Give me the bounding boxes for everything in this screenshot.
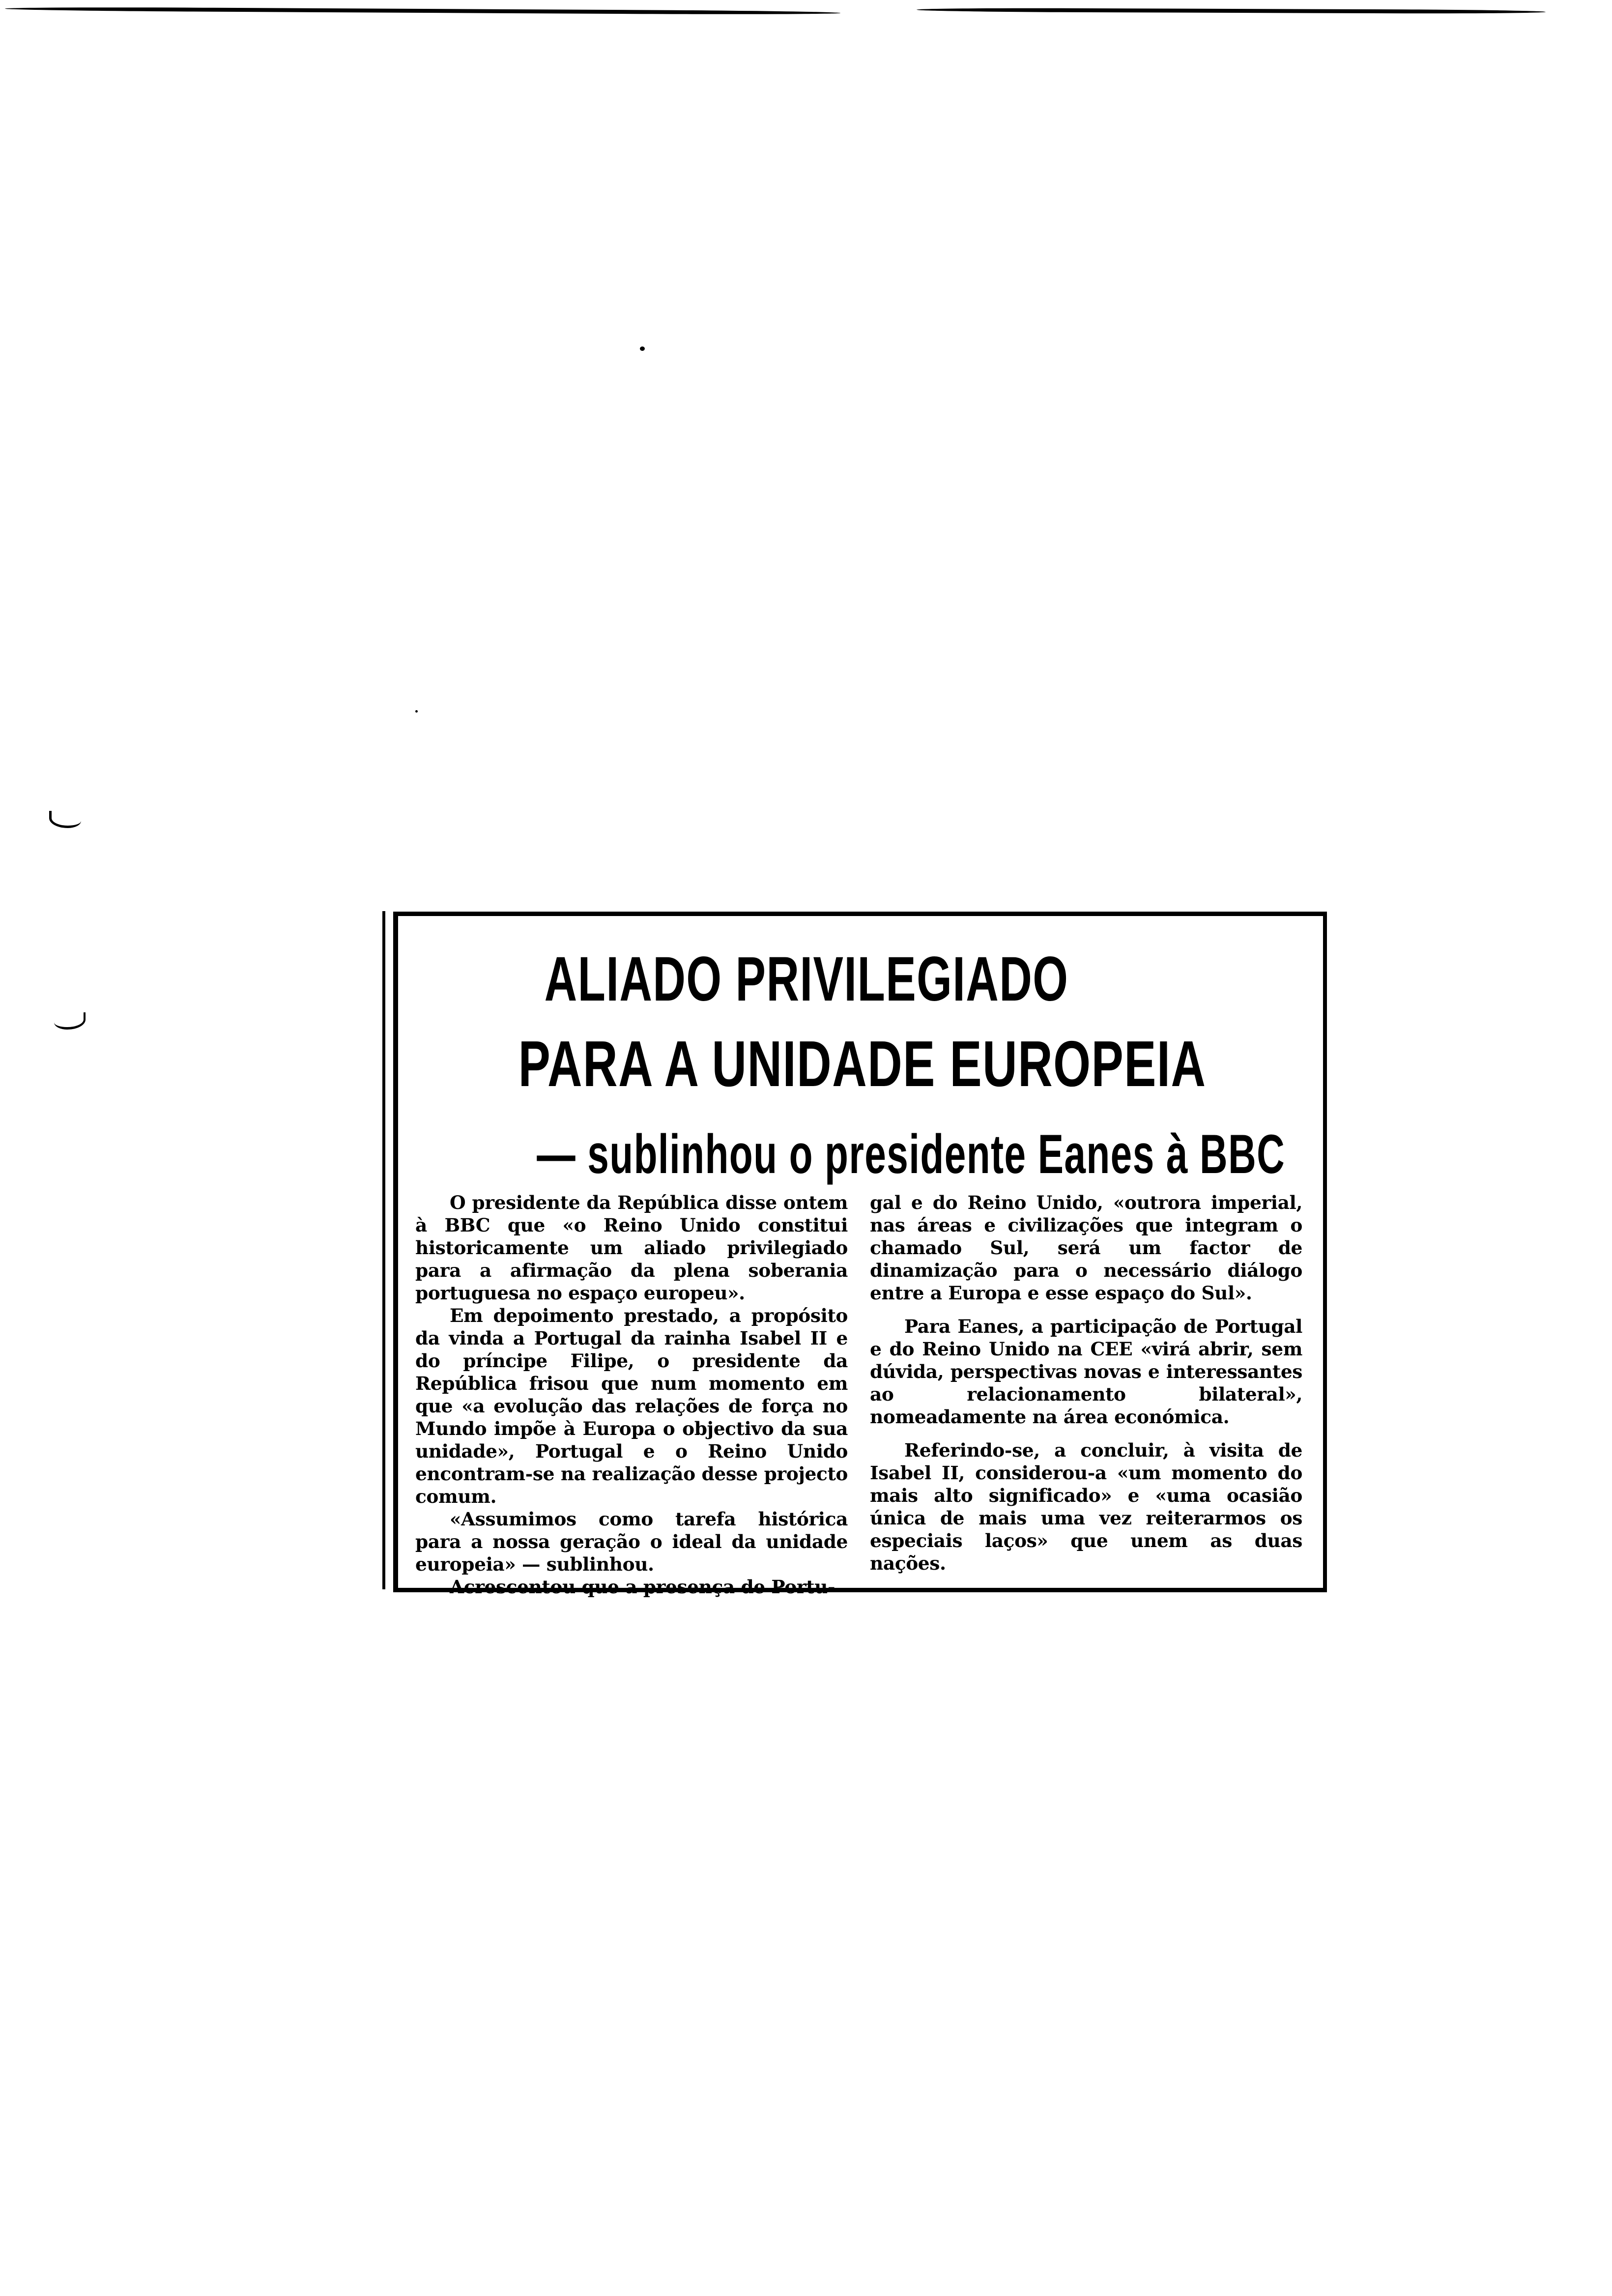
article-column-right — [870, 1191, 1302, 1598]
subheadline: — sublinhou o presidente Eanes à BBC — [537, 1123, 1286, 1185]
punch-hole-mark-top — [49, 811, 81, 828]
headline-line-2: PARA A UNIDADE EUROPEIA — [518, 1028, 1207, 1100]
newspaper-clipping — [393, 912, 1327, 1598]
punch-hole-mark-bottom — [54, 1012, 86, 1030]
paragraph: Acrescentou que a presença de Portu- — [450, 1576, 835, 1598]
headline-line-1: ALIADO PRIVILEGIADO — [544, 944, 1069, 1014]
article-column-left — [415, 1191, 848, 1598]
paragraph: Em depoimento prestado, a propósito da vinda a Portugal da rainha Isabel II e do príncipe Filipe, o presidente da República frisou que num momento em que «a evolução das relações de força no Mundo impõe à Europa o objectivo da sua unidade», Portugal e o Reino Unido encontram-se na realização desse projecto comum. — [415, 1305, 848, 1507]
paragraph: Para Eanes, a participação de Portugal e do Reino Unido na CEE «virá abrir, sem dúvida, perspectivas novas e interessantes ao relacionamento bilateral», nomeadamente na área económica. — [870, 1316, 1302, 1428]
scan-speck — [415, 710, 418, 713]
paragraph: Referindo-se, a concluir, à visita de Isabel II, considerou-a «um momento do mais alto significado» e «uma ocasião única de mais uma vez reiterarmos os especiais laços» que unem as duas nações. — [870, 1439, 1302, 1574]
paragraph: gal e do Reino Unido, «outrora imperial, nas áreas e civilizações que integram o chamado Sul, será um factor de dinamização para o necessário diálogo entre a Europa e esse espaço do Sul». — [870, 1192, 1302, 1304]
scan-edge-top-left — [5, 7, 840, 15]
scan-edge-top-right — [917, 8, 1546, 14]
scan-speck — [640, 346, 645, 351]
paragraph: O presidente da República disse ontem à BBC que «o Reino Unido constitui historicamente um aliado privilegiado para a afirmação da plena soberania portuguesa no espaço europeu». — [415, 1192, 848, 1304]
paragraph: «Assumimos como tarefa histórica para a nossa geração o ideal da unidade europeia» — sublinhou. — [415, 1508, 848, 1575]
article-body — [415, 1191, 1315, 1598]
